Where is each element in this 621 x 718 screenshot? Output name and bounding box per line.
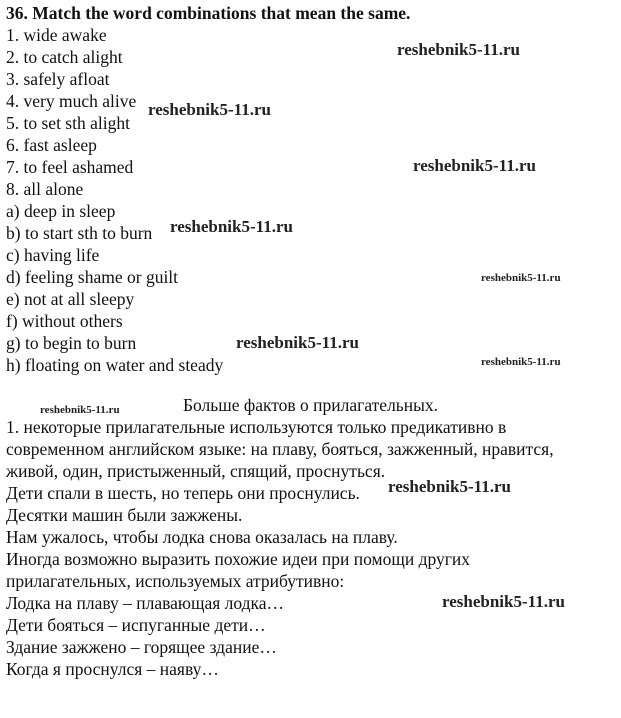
watermark: reshebnik5-11.ru [481,356,561,368]
facts-line: Когда я проснулся – наяву… [6,659,219,679]
facts-line: современном английском языке: на плаву, бояться, зажженный, нравится, [6,439,554,459]
facts-line: живой, один, пристыженный, спящий, проснуться. [6,461,386,481]
facts-line: Лодка на плаву – плавающая лодка… [6,593,285,613]
match-item: 8. all alone [6,179,84,199]
facts-line: прилагательных, используемых атрибутивно: [6,571,345,591]
facts-line: 1. некоторые прилагательные используются только предикативно в [6,417,507,437]
match-item: d) feeling shame or guilt [6,267,179,287]
watermark: reshebnik5-11.ru [40,404,120,416]
match-item: 3. safely afloat [6,69,110,89]
match-item: 4. very much alive [6,91,137,111]
watermark: reshebnik5-11.ru [442,592,565,611]
match-item: f) without others [6,311,123,331]
watermark: reshebnik5-11.ru [236,333,359,352]
watermark: reshebnik5-11.ru [388,477,511,496]
match-item: h) floating on water and steady [6,355,224,375]
facts-line: Здание зажжено – горящее здание… [6,637,277,657]
match-item: c) having life [6,245,100,265]
watermark: reshebnik5-11.ru [170,217,293,236]
facts-line: Иногда возможно выразить похожие идеи при помощи других [6,549,471,569]
facts-line: Дети спали в шесть, но теперь они проснулись. [6,483,360,503]
match-item: b) to start sth to burn [6,223,153,243]
match-item: 5. to set sth alight [6,113,130,133]
facts-line: Нам ужалось, чтобы лодка снова оказалась на плаву. [6,527,398,547]
match-item: 2. to catch alight [6,47,123,67]
match-item: a) deep in sleep [6,201,116,221]
exercise-heading: 36. Match the word combinations that mean the same. [6,3,411,23]
facts-title: Больше фактов о прилагательных. [182,395,439,415]
facts-line: Дети бояться – испуганные дети… [6,615,266,635]
match-item: g) to begin to burn [6,333,137,353]
facts-line: Десятки машин были зажжены. [6,505,243,525]
match-item: e) not at all sleepy [6,289,135,309]
match-item: 1. wide awake [6,25,107,45]
watermark: reshebnik5-11.ru [413,156,536,175]
watermark: reshebnik5-11.ru [481,272,561,284]
watermark: reshebnik5-11.ru [148,100,271,119]
watermark: reshebnik5-11.ru [397,40,520,59]
match-item: 7. to feel ashamed [6,157,134,177]
match-item: 6. fast asleep [6,135,97,155]
